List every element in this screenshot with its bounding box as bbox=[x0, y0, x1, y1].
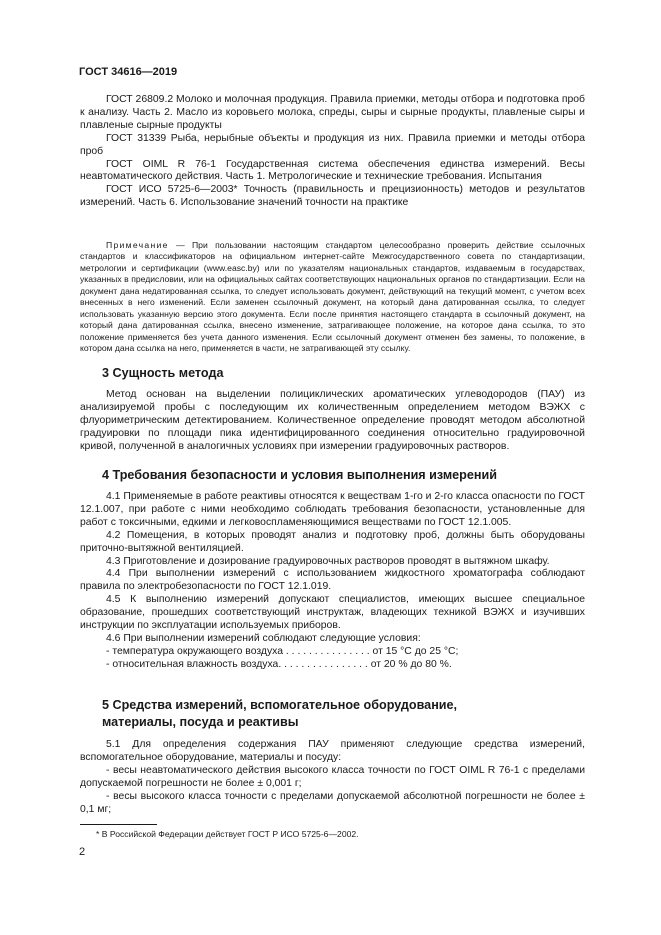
document-header: ГОСТ 34616—2019 bbox=[79, 66, 178, 78]
reference-item: ГОСТ ИСО 5725-6—2003* Точность (правильность и прецизионность) методов и результатов измерений. Часть 6. Использование значений точности на практике bbox=[80, 184, 585, 209]
paragraph: 5.1 Для определения содержания ПАУ применяют следующие средства измерений, вспомогательное оборудование, материалы и посуду: bbox=[80, 739, 585, 763]
section-3-heading: 3 Сущность метода bbox=[102, 366, 224, 380]
section-5-heading bbox=[102, 697, 582, 731]
paragraph: 4.1 Применяемые в работе реактивы относятся к веществам 1-го и 2-го класса опасности по ГОСТ 12.1.007, при работе с ними необходимо соблюдать требования безопасности, установленные для работ с токсичными, едкими и легковоспламеняющимися веществами по ГОСТ 12.1.005. bbox=[80, 491, 585, 528]
page-number: 2 bbox=[79, 846, 86, 858]
paragraph: Метод основан на выделении полициклических ароматических углеводородов (ПАУ) из анализируемой пробы с последующим их количественным определением методом ВЭЖХ с флуориметрическим детектированием. Количественное определение проводят методом абсолютной градуировки по площади пика идентифицированного соединения относительно градуировочной кривой, полученной в аналогичных условиях при измерении градуировочных растворов. bbox=[80, 389, 585, 452]
list-item: - весы неавтоматического действия высокого класса точности по ГОСТ OIML R 76-1 с пределами допускаемой погрешности не более ± 0,001 г; bbox=[80, 764, 585, 789]
paragraph: 4.2 Помещения, в которых проводят анализ и подготовку проб, должны быть оборудованы приточно-вытяжной вентиляцией. bbox=[80, 529, 585, 554]
condition-humidity: - относительная влажность воздуха. . . . . . . . . . . . . . . . от 20 % до 80 %. bbox=[106, 658, 452, 670]
note-label: Примечание bbox=[106, 240, 169, 250]
list-item: - весы высокого класса точности с пределами допускаемой абсолютной погрешности не более ± 0,1 мг; bbox=[80, 790, 585, 815]
paragraph: 4.6 При выполнении измерений соблюдают следующие условия: bbox=[106, 632, 421, 644]
note-text: — При пользовании настоящим стандартом целесообразно проверить действие ссылочных стандартов и классификаторов на официальном интернет-сайте Межгосударственного совета по стандартизации, метрологии и сертификации (www.easc.by) или по указателям национальных стандартов, издаваемым в государствах, указанных в предисловии, или на официальных сайтах соответствующих национальных органов по стандартизации. Если на документ дана недатированная ссылка, то следует использовать документ, действующий на текущий момент, с учетом всех внесенных в него изменений. Если заменен ссылочный документ, на который дана датированная ссылка, то следует использовать указанную версию этого документа. Если после принятия настоящего стандарта в ссылочный документ, на который дана датированная ссылка, внесено изменение, затрагивающее положение, на которое дана ссылка, то это положение применяется без учета данного изменения. Если ссылочный документ отменен без замены, то положение, в котором дана ссылка на него, применяется в части, не затрагивающей эту ссылку. bbox=[80, 240, 585, 354]
footnote-divider bbox=[80, 824, 157, 825]
normative-references bbox=[80, 94, 585, 210]
section-5-body bbox=[80, 739, 585, 816]
section-4-body bbox=[80, 491, 585, 672]
section-5-heading-line2: материалы, посуда и реактивы bbox=[102, 715, 299, 729]
section-5-heading-line1: 5 Средства измерений, вспомогательное оборудование, bbox=[102, 698, 458, 712]
section-3-body bbox=[80, 389, 585, 454]
note-block bbox=[80, 240, 585, 355]
reference-item: ГОСТ OIML R 76-1 Государственная система обеспечения единства измерений. Весы неавтоматического действия. Часть 1. Метрологические и технические требования. Испытания bbox=[80, 158, 585, 183]
paragraph: 4.3 Приготовление и дозирование градуировочных растворов проводят в вытяжном шкафу. bbox=[106, 555, 550, 567]
footnote: * В Российской Федерации действует ГОСТ Р ИСО 5725-6—2002. bbox=[96, 829, 359, 839]
section-4-heading: 4 Требования безопасности и условия выполнения измерений bbox=[102, 468, 497, 482]
condition-temperature: - температура окружающего воздуха . . . . . . . . . . . . . . . от 15 °С до 25 °С; bbox=[106, 645, 459, 657]
reference-item: ГОСТ 31339 Рыба, нерыбные объекты и продукция из них. Правила приемки и методы отбора проб bbox=[80, 132, 585, 157]
paragraph: 4.5 К выполнению измерений допускают специалистов, имеющих высшее специальное образование, прошедших соответствующий инструктаж, владеющих техникой ВЭЖХ и изучивших инструкции по эксплуатации используемых приборов. bbox=[80, 594, 585, 632]
paragraph: 4.4 При выполнении измерений с использованием жидкостного хроматографа соблюдают правила по электробезопасности по ГОСТ 12.1.019. bbox=[80, 568, 585, 593]
reference-item: ГОСТ 26809.2 Молоко и молочная продукция. Правила приемки, методы отбора и подготовка проб к анализу. Часть 2. Масло из коровьего молока, спреды, сыры и сырные продукты, плавленые сыры и плавленые сырные продукты bbox=[80, 94, 585, 131]
